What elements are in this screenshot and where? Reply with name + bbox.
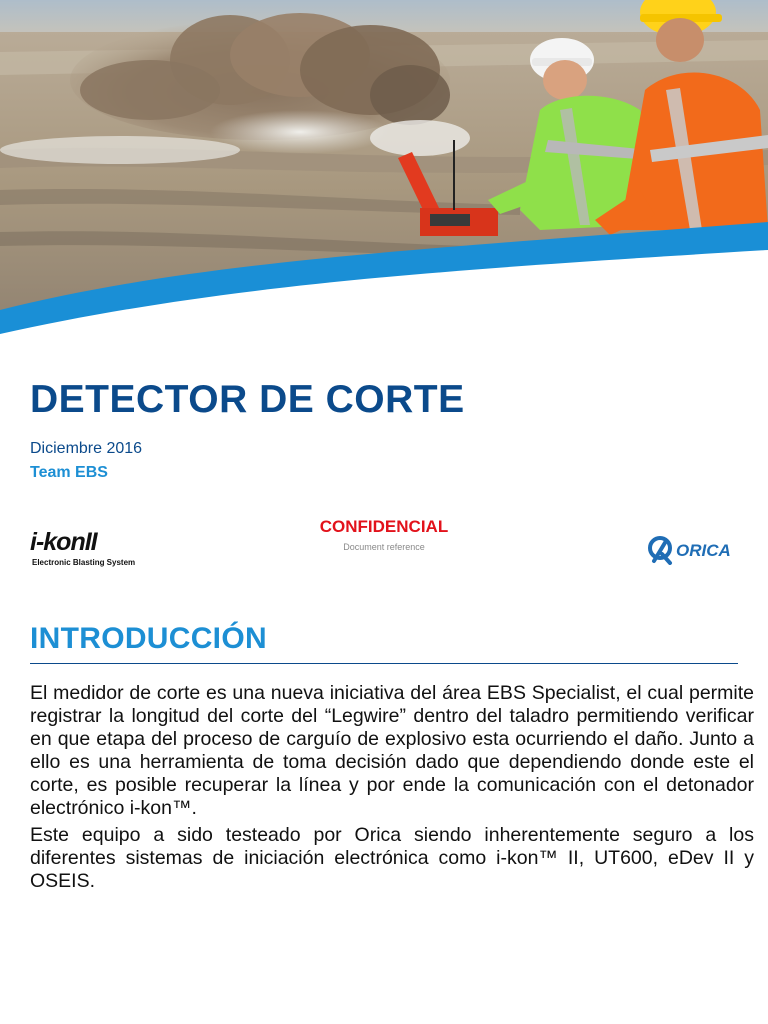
- ikon-wordmark: i-konII: [30, 528, 97, 556]
- heading-divider: [30, 663, 738, 664]
- intro-paragraph: Este equipo a sido testeado por Orica siendo inherentemente seguro a los diferentes sistemas de iniciación electrónica como i-kon™ II, UT600, eDev II y OSEIS.: [30, 824, 754, 892]
- orica-knot-icon: [646, 535, 676, 565]
- document-title: DETECTOR DE CORTE: [30, 378, 465, 421]
- orica-logo: [646, 533, 746, 567]
- orica-wordmark: ORICA: [676, 541, 731, 560]
- ikon-suffix: II: [84, 528, 97, 556]
- mine-blast-photo-icon: [0, 0, 768, 340]
- intro-slide: [0, 578, 768, 1024]
- section-heading: INTRODUCCIÓN: [30, 622, 267, 655]
- intro-body: [30, 682, 754, 897]
- confidential-label: CONFIDENCIAL: [319, 517, 449, 536]
- hero-image: [0, 0, 768, 340]
- document-date: Diciembre 2016: [30, 440, 143, 457]
- team-name: Team EBS: [30, 464, 108, 481]
- ikon-tagline: Electronic Blasting System: [32, 558, 136, 567]
- document-reference: Document reference: [343, 542, 425, 552]
- intro-paragraph: El medidor de corte es una nueva iniciativa del área EBS Specialist, el cual permite registrar la longitud del corte del “Legwire” dentro del taladro permitiendo verificar en que etapa del proceso de carguío de explosivo esta ocurriendo el daño. Junto a ello es una herramienta de toma decisión dado que dependiendo donde este el corte, es posible recuperar la línea y por ende la comunicación con el detonador electrónico i-kon™.: [30, 682, 754, 819]
